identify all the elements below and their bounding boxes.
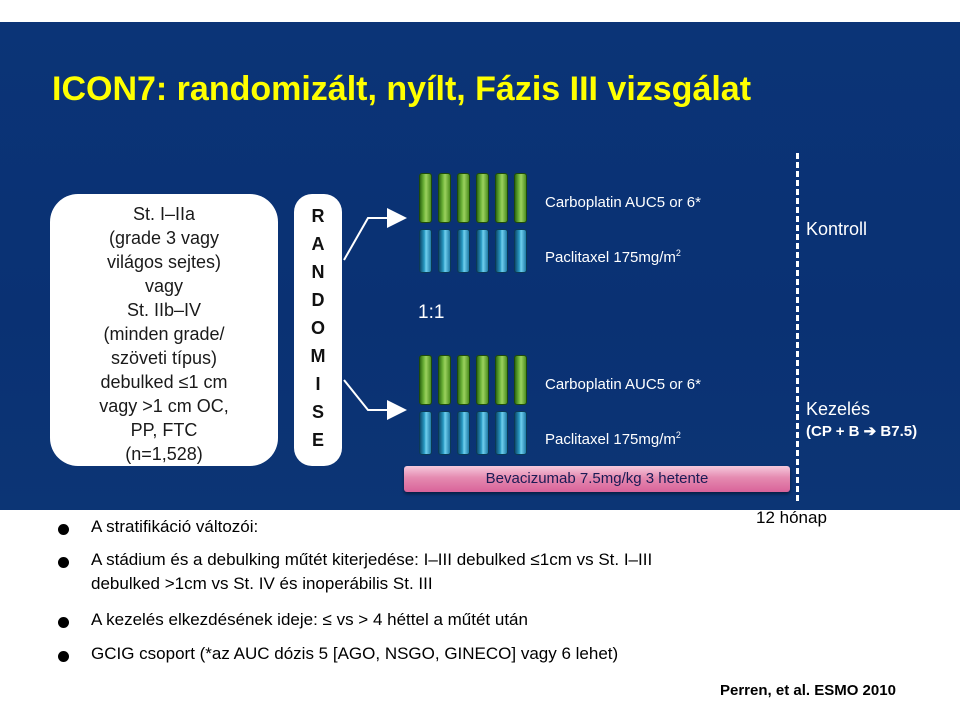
treatment-arm-sublabel: (CP + B ➔ B7.5) (806, 423, 918, 440)
paclitaxel-vial (419, 229, 432, 273)
bullet-gcig: GCIG csoport (*az AUC dózis 5 [AGO, NSGO, GINECO] vagy 6 lehet) (91, 644, 619, 663)
randomise-letter: N (311, 262, 325, 282)
control-branch-arrow (344, 218, 403, 260)
eligibility-line: St. IIb–IV (126, 300, 202, 320)
paclitaxel-vial (457, 411, 470, 455)
treatment-arm-label: Kezelés (806, 399, 871, 419)
carboplatin-vial (457, 173, 470, 223)
randomise-letter: A (311, 234, 325, 254)
paclitaxel-vial (476, 229, 489, 273)
carboplatin-vial (457, 355, 470, 405)
bevacizumab-label: Bevacizumab 7.5mg/kg 3 hetente (485, 470, 709, 487)
eligibility-line: (minden grade/ (103, 324, 225, 344)
carboplatin-vial (495, 355, 508, 405)
eligibility-line: PP, FTC (130, 420, 198, 440)
eligibility-line: vagy (144, 276, 184, 296)
carboplatin-vial (514, 355, 527, 405)
randomise-letter: S (311, 402, 324, 422)
control-paclitaxel-label: Paclitaxel $175mg/m^2$ (545, 248, 681, 266)
eligibility-line: (grade 3 vagy (108, 228, 220, 248)
duration-label: 12 hónap (756, 508, 827, 527)
randomise-letter: M (310, 346, 326, 366)
eligibility-line: vagy >1 cm OC, (99, 396, 229, 416)
carboplatin-vial (495, 173, 508, 223)
bullet-stage-line1: A stádium és a debulking műtét kiterjedése: I–III debulked ≤1cm vs St. I–III (91, 550, 653, 569)
bullet-stratification: A stratifikáció változói: (91, 517, 259, 536)
carboplatin-vial (514, 173, 527, 223)
carboplatin-vial (476, 355, 489, 405)
randomise-letter: I (315, 374, 321, 394)
bullet-timing: A kezelés elkezdésének ideje: ≤ vs > 4 héttel a műtét után (91, 610, 528, 629)
treatment-paclitaxel-label: Paclitaxel $175mg/m^2$ (545, 430, 681, 448)
randomise-letter: R (311, 206, 325, 226)
randomisation-ratio: 1:1 (418, 302, 445, 323)
twelve-month-dashed-line (796, 153, 799, 501)
randomise-letter: O (310, 318, 325, 338)
paclitaxel-vial (476, 411, 489, 455)
bullet-dot (58, 524, 69, 535)
carboplatin-vial (438, 355, 451, 405)
paclitaxel-vial (495, 229, 508, 273)
paclitaxel-vial (438, 411, 451, 455)
randomise-letter: E (311, 430, 324, 450)
eligibility-line: St. I–IIa (132, 204, 196, 224)
eligibility-line: szöveti típus) (110, 348, 218, 368)
bullet-stage-line2: debulked >1cm vs St. IV és inoperábilis St. III (91, 574, 433, 593)
carboplatin-vial (476, 173, 489, 223)
reference: Perren, et al. ESMO 2010 (720, 682, 896, 699)
bullet-dot (58, 651, 69, 662)
treatment-carboplatin-label: Carboplatin AUC5 or 6* (545, 376, 701, 393)
bullet-dot (58, 617, 69, 628)
eligibility-line: világos sejtes) (106, 252, 222, 272)
eligibility-line: (n=1,528) (125, 444, 203, 464)
paclitaxel-vial (419, 411, 432, 455)
treatment-branch-arrow (344, 380, 403, 410)
eligibility-line: debulked ≤1 cm (100, 372, 228, 392)
slide-title: ICON7: randomizált, nyílt, Fázis III vizsgálat (52, 70, 752, 108)
paclitaxel-vial (457, 229, 470, 273)
randomise-letter: D (311, 290, 325, 310)
bevacizumab-bar (404, 466, 790, 492)
carboplatin-vial (438, 173, 451, 223)
bullet-dot (58, 557, 69, 568)
paclitaxel-vial (514, 411, 527, 455)
paclitaxel-vial (495, 411, 508, 455)
control-carboplatin-label: Carboplatin AUC5 or 6* (545, 194, 701, 211)
control-arm-label: Kontroll (806, 219, 868, 239)
paclitaxel-vial (514, 229, 527, 273)
carboplatin-vial (419, 173, 432, 223)
paclitaxel-vial (438, 229, 451, 273)
carboplatin-vial (419, 355, 432, 405)
